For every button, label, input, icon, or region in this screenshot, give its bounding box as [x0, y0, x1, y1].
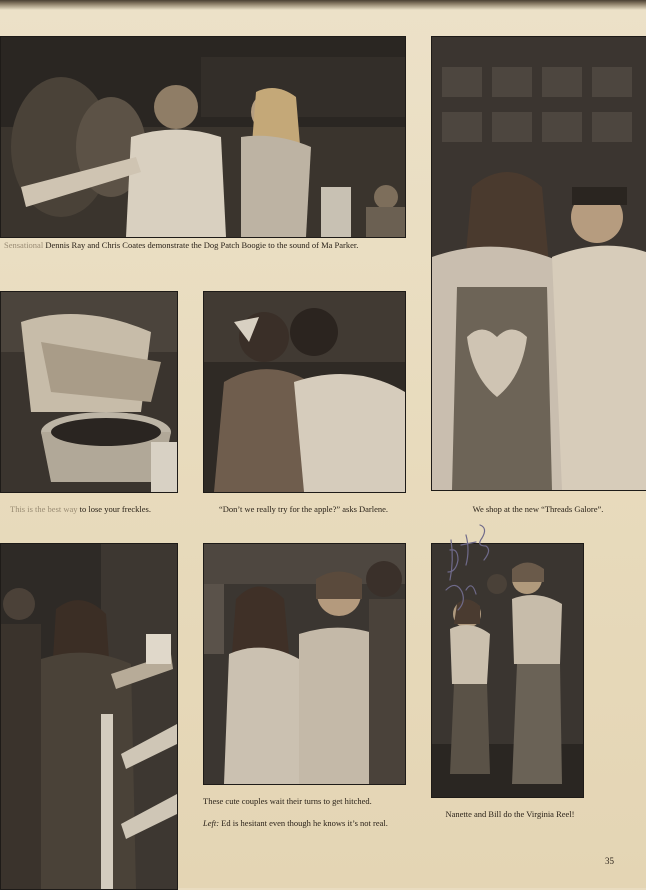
caption-reel-text: Nanette and Bill do the Virginia Reel! [445, 809, 575, 819]
handwritten-signature [436, 520, 506, 620]
caption-left-label: Left: [203, 818, 220, 828]
caption-freckles-prefix: This is the best way [10, 504, 78, 514]
caption-couples [203, 796, 408, 807]
caption-threads-text: We shop at the new “Threads Galore”. [472, 504, 604, 514]
caption-apple [203, 504, 404, 515]
page-edge-shadow [0, 0, 646, 10]
caption-apple-text: “Don’t we really try for the apple?” asks Darlene. [218, 504, 389, 514]
caption-left-text: Ed is hesitant even though he knows it’s not real. [221, 818, 388, 828]
photo-dance-boogie [0, 36, 406, 238]
caption-threads [431, 504, 645, 515]
caption-freckles-text: to lose your freckles. [79, 504, 151, 514]
photo-freckles [0, 291, 178, 493]
caption-left [203, 818, 408, 829]
caption-boogie [4, 240, 404, 251]
caption-freckles [10, 504, 180, 515]
photo-threads-galore [431, 36, 646, 491]
caption-boogie-prefix: Sensational [4, 240, 44, 250]
page-number: 35 [605, 856, 614, 866]
caption-couples-text: These cute couples wait their turns to get hitched. [203, 796, 372, 806]
photo-girl-overalls [0, 543, 178, 890]
photo-couples-wait [203, 543, 406, 785]
caption-reel [420, 809, 600, 820]
caption-boogie-text: Dennis Ray and Chris Coates demonstrate the Dog Patch Boogie to the sound of Ma Parker. [45, 240, 359, 250]
photo-apple-kiss [203, 291, 406, 493]
